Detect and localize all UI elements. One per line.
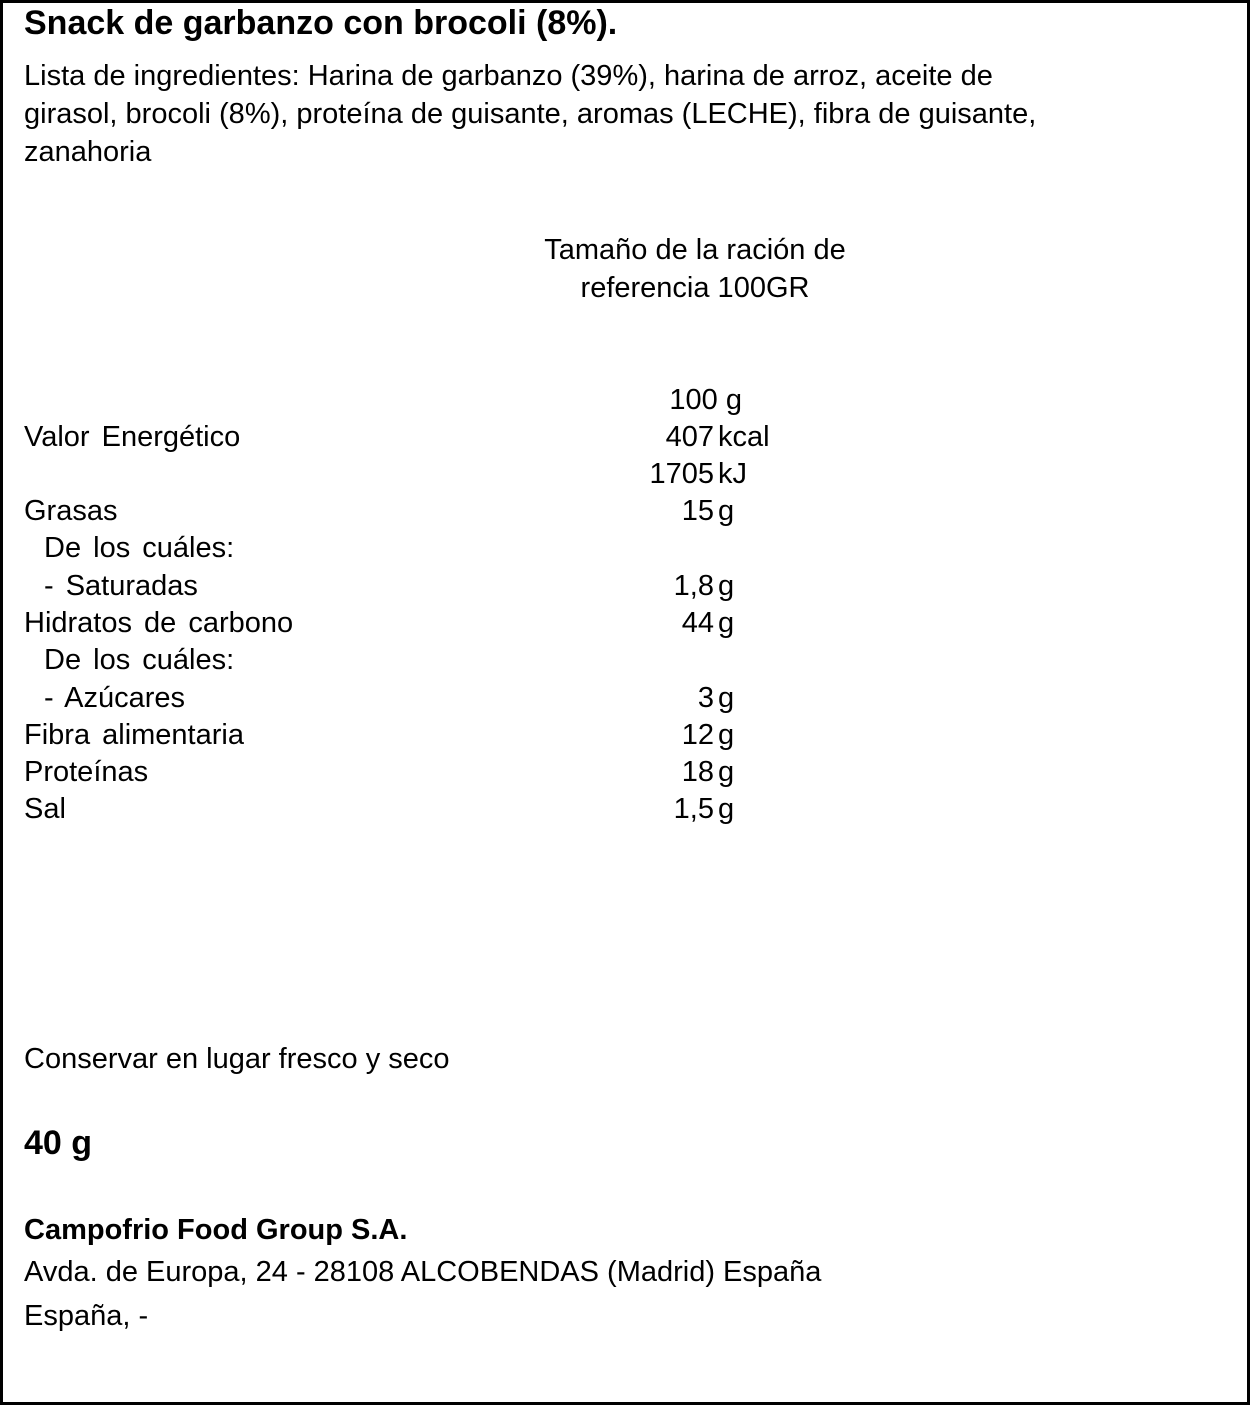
- nutrient-label: Sal: [24, 793, 66, 825]
- nutrient-value: 15: [681, 495, 714, 527]
- manufacturer-country: España, -: [24, 1300, 149, 1332]
- ingredients-line: zanahoria: [24, 136, 152, 168]
- nutrient-unit: g: [718, 495, 735, 527]
- nutrient-value: 18: [681, 756, 714, 788]
- ingredients-line: Lista de ingredientes: Harina de garbanzo (39%), harina de arroz, aceite de: [24, 60, 993, 92]
- nutrient-value: 1,8: [673, 570, 714, 602]
- nutrient-sublabel: De los cuáles:: [44, 644, 235, 676]
- ingredients-line: girasol, brocoli (8%), proteína de guisante, aromas (LECHE), fibra de guisante,: [24, 98, 1037, 130]
- net-weight: 40 g: [24, 1124, 93, 1162]
- manufacturer-address: Avda. de Europa, 24 - 28108 ALCOBENDAS (Madrid) España: [24, 1256, 822, 1288]
- nutrient-value-kj: 1705: [649, 458, 714, 490]
- nutrient-value: 44: [681, 607, 714, 639]
- nutrient-unit: g: [718, 682, 735, 714]
- serving-size-line: referencia 100GR: [580, 272, 810, 304]
- storage-instructions: Conservar en lugar fresco y seco: [24, 1043, 450, 1075]
- nutrient-unit: g: [718, 756, 735, 788]
- nutrient-label: Grasas: [24, 495, 118, 527]
- nutrient-value-kcal: 407: [665, 421, 714, 453]
- nutrient-unit: g: [718, 719, 735, 751]
- nutrition-column-header: 100 g: [669, 384, 742, 416]
- nutrient-label-energy: Valor Energético: [24, 421, 241, 453]
- nutrient-unit: g: [718, 793, 735, 825]
- nutrient-sublabel: De los cuáles:: [44, 532, 235, 564]
- serving-size-line: Tamaño de la ración de: [544, 234, 846, 266]
- nutrient-unit-kj: kJ: [718, 458, 747, 490]
- nutrient-unit-kcal: kcal: [718, 421, 770, 453]
- manufacturer-name: Campofrio Food Group S.A.: [24, 1214, 408, 1246]
- nutrient-label: - Saturadas: [44, 570, 198, 602]
- nutrient-unit: g: [718, 607, 735, 639]
- product-title: Snack de garbanzo con brocoli (8%).: [24, 4, 618, 42]
- nutrient-unit: g: [718, 570, 735, 602]
- nutrient-value: 1,5: [673, 793, 714, 825]
- nutrient-value: 12: [681, 719, 714, 751]
- nutrient-label: Proteínas: [24, 756, 149, 788]
- nutrient-label: - Azúcares: [44, 682, 185, 714]
- ingredients-list: [24, 57, 1204, 171]
- nutrient-label: Fibra alimentaria: [24, 719, 244, 751]
- nutrient-value: 3: [697, 682, 714, 714]
- nutrient-label: Hidratos de carbono: [24, 607, 294, 639]
